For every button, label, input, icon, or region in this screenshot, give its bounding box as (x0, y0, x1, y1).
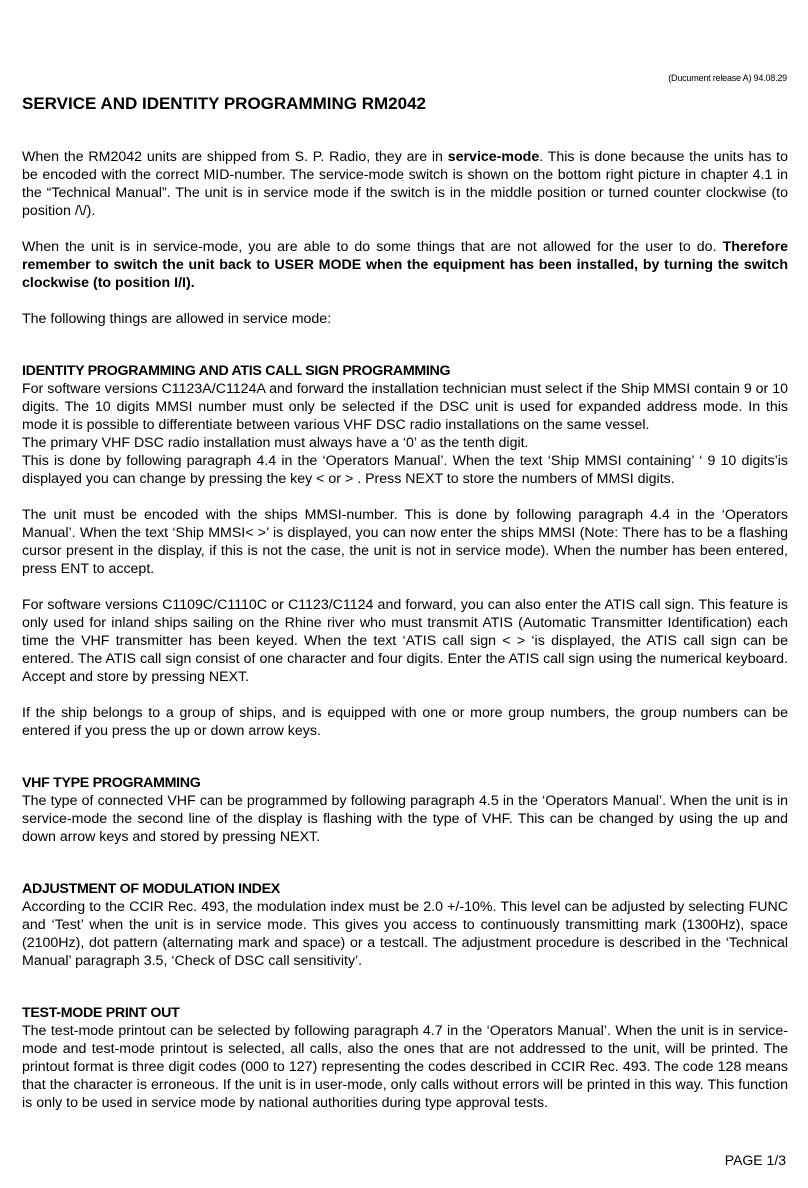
identity-paragraph-4: If the ship belongs to a group of ships, and is equipped with one or more group numbers, the group numbers can be entered if you press the up or down arrow keys. (22, 705, 788, 739)
page-title: SERVICE AND IDENTITY PROGRAMMING RM2042 (22, 94, 426, 113)
intro-paragraph-2: When the unit is in service-mode, you are able to do some things that are not allowed for the user to do. Therefore remember to switch the unit back to USER MODE when the equipment has been installed, by turning the switch clockwise (to position I/I). (22, 239, 788, 291)
section-heading-vhf: VHF TYPE PROGRAMMING (22, 775, 201, 791)
document-body (22, 148, 788, 1112)
identity-paragraph-1b: The primary VHF DSC radio installation must always have a ‘0’ as the tenth digit. (22, 435, 529, 451)
modulation-paragraph-1: According to the CCIR Rec. 493, the modulation index must be 2.0 +/-10%. This level can be adjusted by selecting FUNC and ‘Test’ when the unit is in service mode. This gives you access to continuously transmitting mark (1300Hz), space (2100Hz), dot pattern (alternating mark and space) or a testcall. The adjustment procedure is described in the ‘Technical Manual’ paragraph 3.5, ‘Check of DSC call sensitivity’. (22, 899, 788, 969)
section-heading-modulation: ADJUSTMENT OF MODULATION INDEX (22, 881, 280, 897)
identity-paragraph-1c: This is done by following paragraph 4.4 in the ‘Operators Manual’. When the text ‘Ship MMSI containing’ ‘ 9 10 digits’is displayed you can change by pressing the key < or > . Press NEXT to store the numbers of MMSI digits. (22, 453, 788, 487)
section-heading-identity: IDENTITY PROGRAMMING AND ATIS CALL SIGN PROGRAMMING (22, 363, 451, 379)
user-mode-warning: Therefore remember to switch the unit back to USER MODE when the equipment has been installed, by turning the switch clockwise (to position I/I). (22, 239, 788, 291)
document-release-date: (Ducument release A) 94.08.29 (668, 73, 787, 83)
vhf-paragraph-1: The type of connected VHF can be programmed by following paragraph 4.5 in the ‘Operators Manual’. When the unit is in service-mode the second line of the display is flashing with the type of VHF. This can be changed by using the up and down arrow keys and stored by pressing NEXT. (22, 793, 788, 845)
service-mode-term: service-mode (447, 149, 540, 165)
testmode-paragraph-1: The test-mode printout can be selected by following paragraph 4.7 in the ‘Operators Manual’. When the unit is in service-mode and test-mode printout is selected, all calls, also the ones that are not addressed to the unit, will be printed. The printout format is three digit codes (000 to 127) representing the codes described in CCIR Rec. 493. The code 128 means that the character is erroneous. If the unit is in user-mode, only calls without errors will be printed in this way. This function is only to be used in service mode by national authorities during type approval tests. (22, 1023, 788, 1111)
identity-paragraph-3: For software versions C1109C/C1110C or C1123/C1124 and forward, you can also enter the ATIS call sign. This feature is only used for inland ships sailing on the Rhine river who must transmit ATIS (Automatic Transmitter Identification) each time the VHF transmitter has been keyed. When the text ‘ATIS call sign < > ‘is displayed, the ATIS call sign can be entered. The ATIS call sign consist of one character and four digits. Enter the ATIS call sign using the numerical keyboard. Accept and store by pressing NEXT. (22, 597, 788, 685)
identity-paragraph-2: The unit must be encoded with the ships MMSI-number. This is done by following paragraph 4.4 in the ‘Operators Manual’. When the text ‘Ship MMSI< >’ is displayed, you can now enter the ships MMSI (Note: There has to be a flashing cursor present in the display, if this is not the case, the unit is not in service mode). When the number has been entered, press ENT to accept. (22, 507, 788, 577)
section-heading-testmode: TEST-MODE PRINT OUT (22, 1005, 180, 1021)
intro-paragraph-1: When the RM2042 units are shipped from S. P. Radio, they are in service-mode. This is done because the units has to be encoded with the correct MID-number. The service-mode switch is shown on the bottom right picture in chapter 4.1 in the “Technical Manual”. The unit is in service mode if the switch is in the middle position or turned counter clockwise (to position /\/). (22, 149, 788, 219)
identity-paragraph-1a: For software versions C1123A/C1124A and forward the installation technician must select if the Ship MMSI contain 9 or 10 digits. The 10 digits MMSI number must only be selected if the DSC unit is used for expanded address mode. In this mode it is possible to differentiate between various VHF DSC radio installations on the same vessel. (22, 381, 788, 433)
intro-paragraph-3: The following things are allowed in service mode: (22, 311, 332, 327)
page-number: PAGE 1/3 (724, 1152, 786, 1168)
